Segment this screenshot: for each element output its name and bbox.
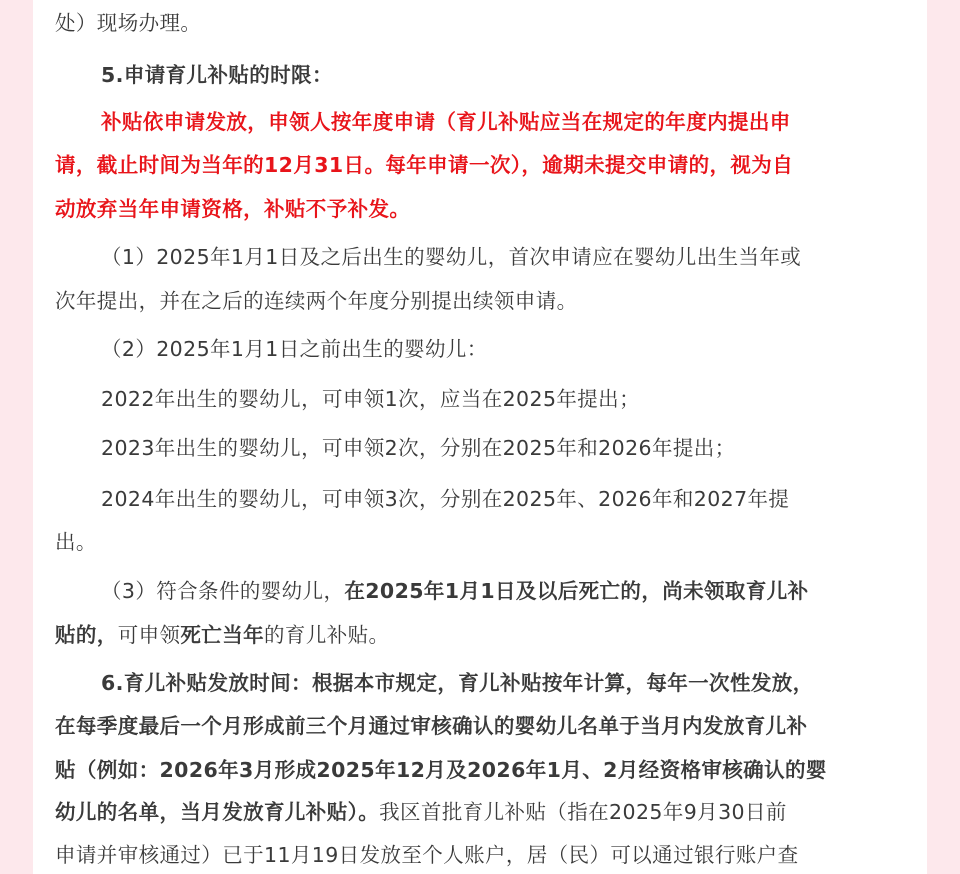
text-line — [101, 574, 809, 604]
text-segment: 的育儿补贴。 — [264, 623, 390, 647]
text-line — [55, 795, 787, 825]
text-segment: （2）2025年1月1日之前出生的婴幼儿： — [101, 337, 488, 361]
text-line — [101, 332, 488, 362]
text-segment: 补贴依申请发放，申领人按年度申请（育儿补贴应当在规定的年度内提出申 — [101, 110, 791, 134]
text-line — [101, 482, 789, 512]
text-line — [55, 753, 827, 783]
text-segment: 处）现场办理。 — [55, 11, 202, 35]
text-segment: （1）2025年1月1日及之后出生的婴幼儿，首次申请应在婴幼儿出生当年或 — [101, 245, 802, 269]
text-segment: 6.育儿补贴发放时间：根据本市规定，育儿补贴按年计算，每年一次性发放， — [101, 671, 814, 695]
text-line — [101, 105, 791, 135]
text-segment: 可申领 — [117, 623, 181, 647]
text-segment: 请，截止时间为当年的12月31日。每年申请一次），逾期未提交申请的，视为自 — [55, 153, 794, 177]
text-segment: 贴的， — [55, 623, 118, 647]
text-segment: 2022年出生的婴幼儿，可申领1次，应当在2025年提出； — [101, 387, 640, 411]
text-segment: 申请并审核通过）已于11月19日发放至个人账户，居（民）可以通过银行账户查 — [55, 843, 799, 867]
text-segment: 出。 — [55, 530, 97, 554]
text-segment: 次年提出，并在之后的连续两个年度分别提出续领申请。 — [55, 289, 578, 313]
text-segment: 2024年出生的婴幼儿，可申领3次，分别在2025年、2026年和2027年提 — [101, 487, 790, 511]
text-segment: 动放弃当年申请资格，补贴不予补发。 — [55, 197, 411, 221]
text-segment: （3）符合条件的婴幼儿， — [101, 579, 345, 603]
text-line — [101, 431, 736, 461]
text-line — [101, 58, 333, 88]
article-page — [33, 0, 927, 874]
text-line — [101, 382, 640, 412]
text-segment: 在每季度最后一个月形成前三个月通过审核确认的婴幼儿名单于当月内发放育儿补 — [55, 714, 808, 738]
text-line — [55, 525, 97, 555]
text-segment: 死亡当年 — [180, 623, 265, 647]
text-line — [55, 838, 798, 868]
text-line — [55, 618, 389, 648]
text-segment: 幼儿的名单，当月发放育儿补贴）。 — [55, 800, 380, 824]
text-line — [101, 666, 814, 696]
text-line — [101, 240, 801, 270]
text-segment: 贴（例如：2026年3月形成2025年12月及2026年1月、2月经资格审核确认的婴 — [55, 758, 827, 782]
text-segment: 5.申请育儿补贴的时限： — [101, 63, 333, 87]
text-line — [55, 709, 807, 739]
text-segment: 在2025年1月1日及以后死亡的，尚未领取育儿补 — [344, 579, 809, 603]
text-line — [55, 192, 410, 222]
text-line — [55, 6, 201, 36]
text-line — [55, 284, 578, 314]
text-segment: 2023年出生的婴幼儿，可申领2次，分别在2025年和2026年提出； — [101, 436, 736, 460]
text-segment: 我区首批育儿补贴（指在2025年9月30日前 — [379, 800, 787, 824]
text-line — [55, 148, 793, 178]
